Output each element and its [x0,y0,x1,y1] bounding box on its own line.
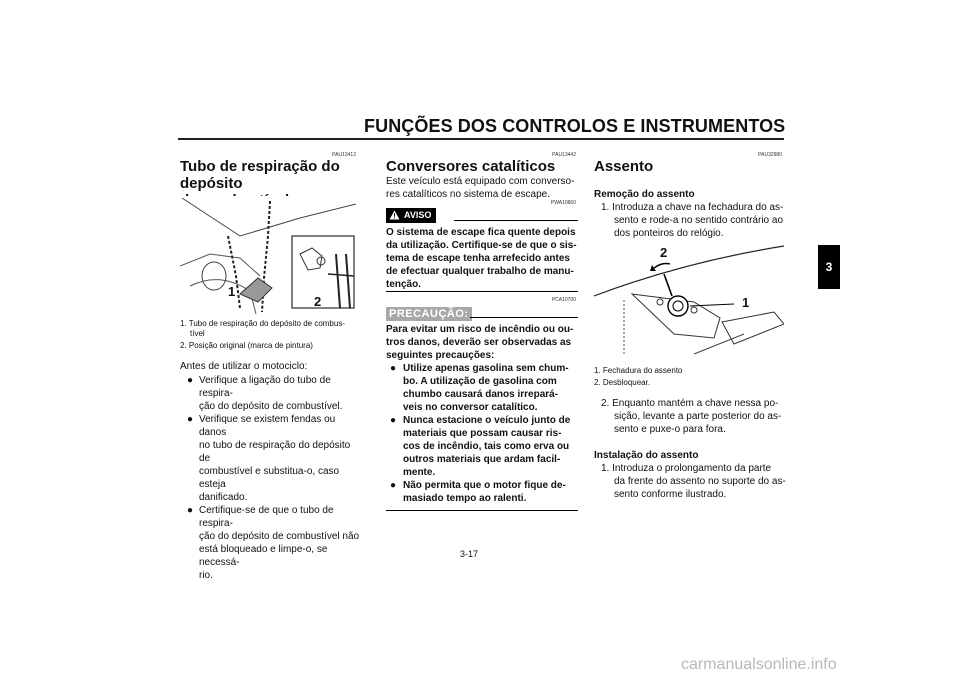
install-heading: Instalação do assento [594,450,699,461]
breather-body [180,360,360,582]
removal-step-2: 2. Enquanto mantém a chave nessa po- sição, levante a parte posterior do as- sento e puxe-o para fora. [601,398,782,435]
header-rule [178,138,784,140]
section-title-catalytic: Conversores catalíticos [386,158,556,175]
page-number: 3-17 [460,549,479,559]
list-item: ● Verifique se existem fendas ou danos no tubo de respiração do depósito de combustível e substitua-o, caso esteja danificado. [187,414,351,503]
figure-caption [180,319,360,351]
figure-callout: 1 [742,295,750,310]
list-item: ● Não permita que o motor fique de- masiado tempo ao ralenti. [390,480,566,504]
figure-callout: 1 [228,284,236,299]
warning-triangle-icon [389,210,400,220]
section-code: PAU32980 [758,152,782,158]
list-item: ● Nunca estacione o veículo junto de materiais que possam causar ris- cos de incêndio, tais como erva ou outros materiais que ardam facil- mente. [390,415,571,478]
warning-end-rule [386,291,578,292]
section-code: PAU13412 [332,152,356,158]
caution-text: Para evitar um risco de incêndio ou ou- tros danos, deverão ser observadas as seguintes precauções: ● Utilize apenas gasolina sem chum- bo. A utilização de gasolina com chumbo causará danos irrepará- veis no conversor catalítico. ● Nunca estacione o veículo junto de materiais que possam causar ris- cos de incêndio, tais como erva ou outros materiais que ardam facil- mente. ● Não permita que o motor fique de- masiado tempo ao ralenti. [386,323,580,505]
list-item: ● Utilize apenas gasolina sem chum- bo. A utilização de gasolina com chumbo causará danos irrepará- veis no conversor catalítico. [390,363,569,413]
warning-rule [454,220,578,221]
warning-label: AVISO [404,210,432,220]
catalytic-intro: Este veículo está equipado com converso- res catalíticos no sistema de escape. [386,176,575,200]
caution-label-box [386,304,472,322]
caption-line: 2. Posição original (marca de pintura) [180,341,313,350]
section-code: PAU13442 [552,152,576,158]
breather-hose-illustration [180,196,356,314]
caution-label: PRECAUÇÃO: [386,307,472,321]
install-step-1: 1. Introduza o prolongamento da parte da frente do assento no suporte do as- sento conforme ilustrado. [601,463,786,500]
figure-caption: 1. Fechadura do assento 2. Desbloquear. [594,366,683,387]
list-item: ● Verifique a ligação do tubo de respira- ção do depósito de combustível. [187,375,343,412]
warning-code: PWA10860 [550,200,576,206]
caution-code: PCA10700 [551,297,576,303]
list-item: ● Certifique-se de que o tubo de respira- ção do depósito de combustível não está bloqueado e limpe-o, se necessá- rio. [187,505,360,581]
chapter-tab: 3 [818,245,840,289]
seat-lock-illustration [594,244,784,362]
removal-step-1: 1. Introduza a chave na fechadura do as- sento e rode-a no sentido contrário ao dos ponteiros do relógio. [601,202,784,239]
removal-heading: Remoção do assento [594,189,695,200]
intro-text: Antes de utilizar o motociclo: [180,361,308,372]
caution-end-rule [386,510,578,511]
page-title: FUNÇÕES DOS CONTROLOS E INSTRUMENTOS [364,116,786,136]
title-line: Tubo de respiração do depósito [180,158,340,192]
watermark: carmanualsonline.info [681,656,837,673]
section-title-seat: Assento [594,158,654,175]
figure-callout: 2 [314,294,322,309]
figure-callout: 2 [660,245,668,260]
caption-line: tível [190,329,205,338]
caution-rule [470,317,578,318]
warning-text: O sistema de escape fica quente depois da utilização. Certifique-se de que o sis- tema de escape tenha arrefecido antes de efectuar qualquer trabalho de manu- tenção. [386,227,577,290]
warning-label-box [386,207,436,225]
caption-line: 1. Tubo de respiração do depósito de combus- [180,319,345,328]
